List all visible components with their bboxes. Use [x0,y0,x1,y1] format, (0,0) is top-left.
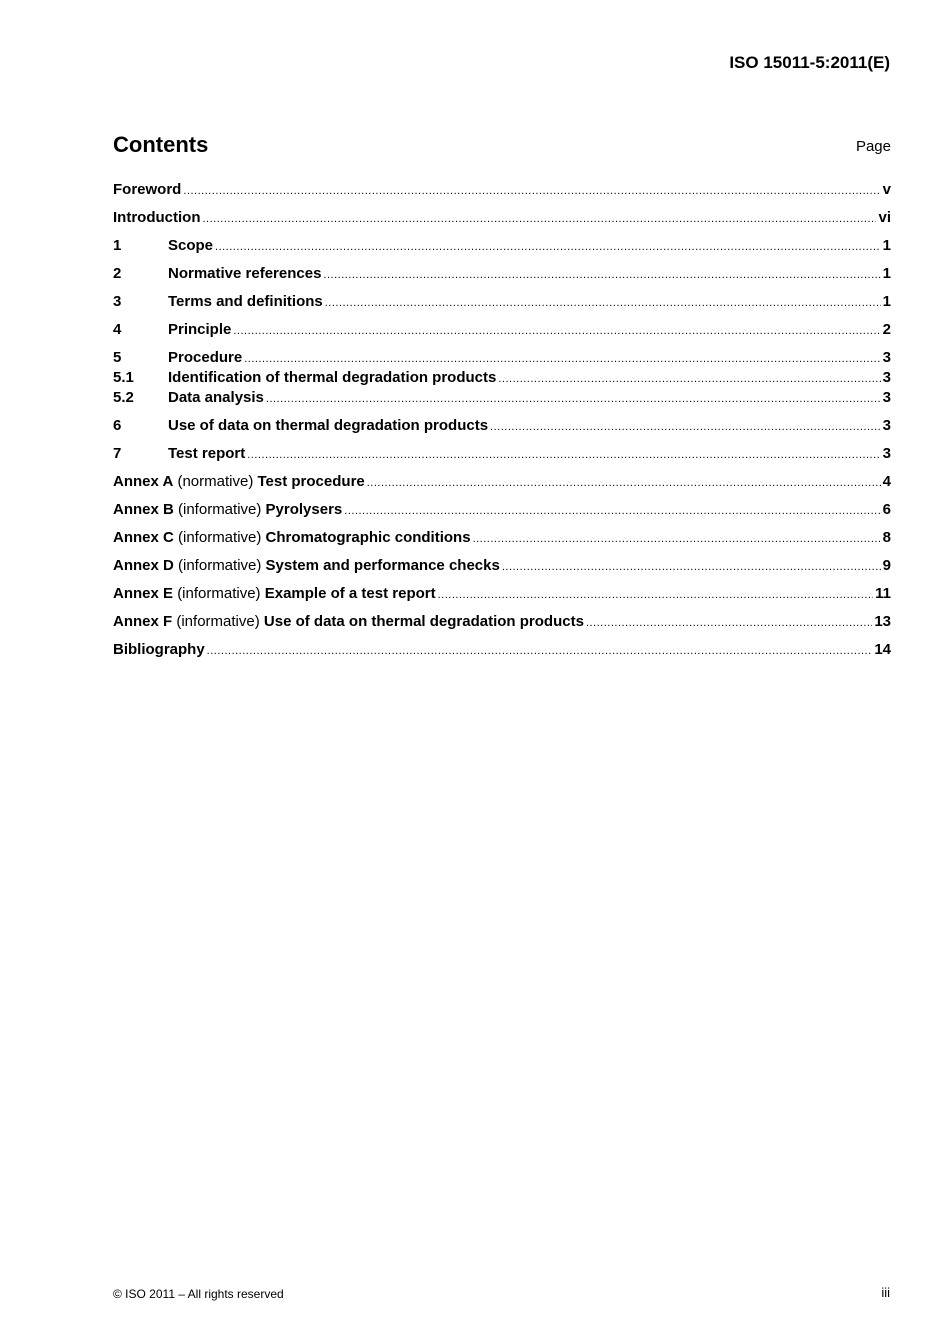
toc-entry-page: vi [878,209,891,226]
annex-label: Annex A [113,473,174,490]
toc-entry-page: 3 [882,369,891,386]
toc-entry-number: 1 [113,237,122,254]
dot-leader [247,445,880,465]
toc-entry-annex-d[interactable] [113,556,891,576]
toc-entry-introduction[interactable] [113,208,891,228]
toc-entry-title: Introduction [113,209,201,226]
toc-entry-number: 7 [113,445,122,462]
toc-entry-number: 5.1 [113,369,134,386]
page-column-label: Page [855,138,891,155]
toc-entry-annex-c[interactable] [113,528,891,548]
dot-leader [323,265,880,285]
toc-entry-title: Identification of thermal degradation products [168,369,497,386]
dot-leader [586,613,872,633]
toc-entry-title: Foreword [113,181,182,198]
toc-entry-page: 1 [882,293,891,310]
toc-entry-number: 2 [113,265,122,282]
toc-entry-number: 5 [113,349,122,366]
dot-leader [502,557,881,577]
page-number: iii [881,1285,890,1300]
annex-kind: (normative) [177,473,254,490]
toc-entry-terms-and-definitions[interactable] [113,292,891,312]
dot-leader [498,369,880,389]
toc-entry-title: Terms and definitions [168,293,323,310]
annex-kind: (informative) [177,585,261,602]
toc-entry-page: 4 [882,473,891,490]
dot-leader [215,237,881,257]
toc-entry-page: 9 [882,557,891,574]
dot-leader [183,181,880,201]
toc-entry-page: 2 [882,321,891,338]
toc-entry-page: 13 [874,613,891,630]
toc-entry-test-report[interactable] [113,444,891,464]
toc-entry-title: Data analysis [168,389,264,406]
toc-entry-number: 5.2 [113,389,134,406]
annex-kind: (informative) [176,613,260,630]
toc-entry-procedure[interactable] [113,348,891,368]
toc-entry-title: Use of data on thermal degradation products [168,417,489,434]
annex-label: Annex F [113,613,173,630]
toc-entry-title: Test procedure [257,473,365,490]
annex-kind: (informative) [178,501,262,518]
toc-entry-number: 3 [113,293,122,310]
toc-entry-title: Example of a test report [264,585,436,602]
toc-entry-scope[interactable] [113,236,891,256]
toc-entry-principle[interactable] [113,320,891,340]
toc-entry-page: 6 [882,501,891,518]
copyright-notice: © ISO 2011 – All rights reserved [113,1287,284,1301]
dot-leader [207,641,873,661]
toc-entry-title: Pyrolysers [265,501,343,518]
toc-entry-normative-references[interactable] [113,264,891,284]
toc-entry-page: 14 [874,641,891,658]
toc-entry-bibliography[interactable] [113,640,891,660]
document-id: ISO 15011-5:2011(E) [729,53,890,72]
toc-entry-title: Test report [168,445,246,462]
toc-entry-page: 8 [882,529,891,546]
dot-leader [244,349,880,369]
annex-kind: (informative) [178,529,262,546]
toc-entry-title: Principle [168,321,232,338]
dot-leader [233,321,880,341]
annex-label: Annex C [113,529,174,546]
dot-leader [473,529,881,549]
dot-leader [367,473,881,493]
toc-entry-title: Use of data on thermal degradation products [263,613,584,630]
toc-entry-identification[interactable] [113,368,891,388]
toc-entry-page: v [882,181,891,198]
toc-entry-title: System and performance checks [265,557,500,574]
toc-entry-title: Procedure [168,349,243,366]
toc-entry-page: 1 [882,265,891,282]
toc-entry-number: 4 [113,321,122,338]
dot-leader [266,389,881,409]
toc-entry-number: 6 [113,417,122,434]
dot-leader [202,209,876,229]
toc-entry-annex-b[interactable] [113,500,891,520]
toc-entry-annex-f[interactable] [113,612,891,632]
contents-header [113,130,891,160]
toc-entry-page: 11 [875,585,891,602]
toc-entry-annex-e[interactable] [113,584,891,604]
dot-leader [490,417,881,437]
toc-entry-title: Bibliography [113,641,205,658]
dot-leader [325,293,881,313]
toc-entry-foreword[interactable] [113,180,891,200]
contents-title: Contents [113,132,209,157]
toc-entry-page: 1 [882,237,891,254]
annex-label: Annex E [113,585,174,602]
toc-entry-title: Chromatographic conditions [265,529,471,546]
toc-entry-annex-a[interactable] [113,472,891,492]
toc-entry-data-analysis[interactable] [113,388,891,408]
toc-entry-title: Normative references [168,265,322,282]
dot-leader [344,501,880,521]
dot-leader [438,585,874,605]
toc-entry-use-of-data[interactable] [113,416,891,436]
toc-entry-page: 3 [882,349,891,366]
annex-label: Annex B [113,501,174,518]
toc-entry-page: 3 [882,445,891,462]
toc-entry-page: 3 [882,389,891,406]
annex-kind: (informative) [178,557,262,574]
toc-entry-title: Scope [168,237,214,254]
table-of-contents [113,180,891,660]
annex-label: Annex D [113,557,174,574]
toc-entry-page: 3 [882,417,891,434]
